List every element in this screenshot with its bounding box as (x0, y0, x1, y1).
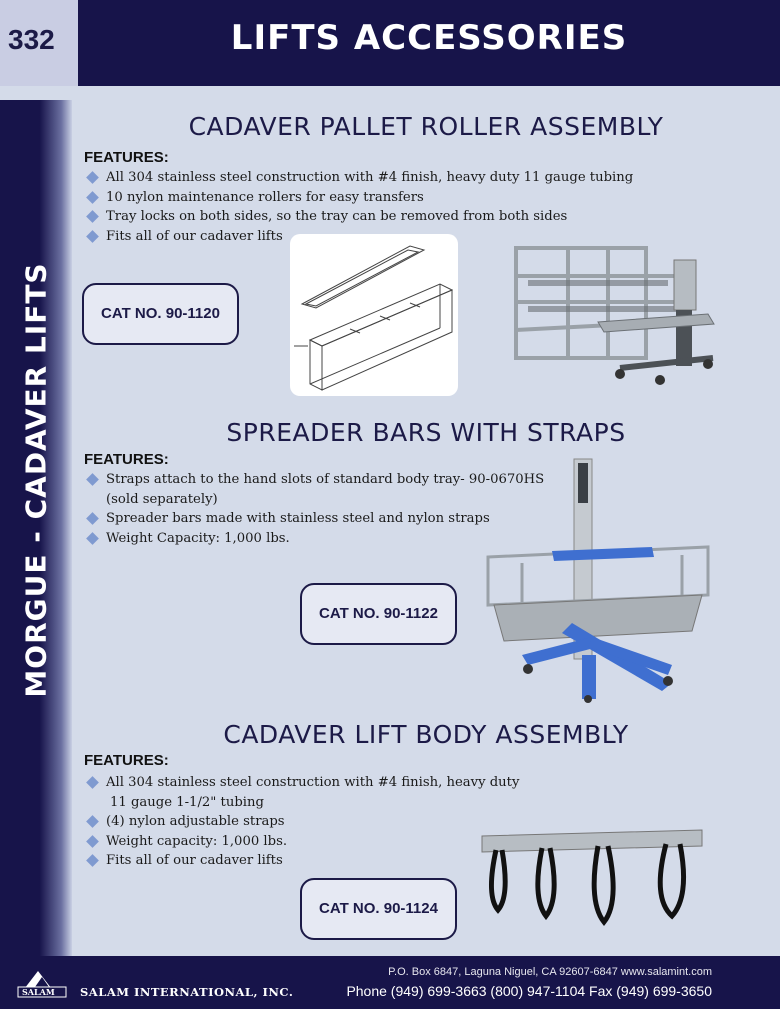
feature-item: Tray locks on both sides, so the tray can be removed from both sides (84, 207, 633, 227)
diamond-bullet-icon (86, 512, 99, 525)
salam-logo (14, 967, 80, 1003)
feature-item: Weight capacity: 1,000 lbs. (84, 832, 519, 852)
feature-item: Spreader bars made with stainless steel and nylon straps (84, 509, 544, 529)
page-number-box (0, 0, 78, 86)
cat-number-box: CAT NO. 90-1124 (300, 878, 457, 940)
features-list (84, 470, 544, 548)
feature-item: (4) nylon adjustable straps (84, 812, 519, 832)
diamond-bullet-icon (86, 532, 99, 545)
sidebar (0, 100, 72, 960)
pallet-roller-lift-photo (508, 240, 720, 390)
feature-item: 10 nylon maintenance rollers for easy transfers (84, 188, 633, 208)
company-name: SALAM INTERNATIONAL, INC. (80, 985, 294, 999)
footer-address: P.O. Box 6847, Laguna Niguel, CA 92607-6847 www.salamint.com (388, 966, 712, 978)
feature-item: Straps attach to the hand slots of standard body tray- 90-0670HS (84, 470, 544, 490)
page-title: LIFTS ACCESSORIES (230, 18, 628, 58)
diamond-bullet-icon (86, 835, 99, 848)
diamond-bullet-icon (86, 815, 99, 828)
diamond-bullet-icon (86, 473, 99, 486)
diamond-bullet-icon (86, 776, 99, 789)
feature-item: Fits all of our cadaver lifts (84, 851, 519, 871)
cat-number-box: CAT NO. 90-1122 (300, 583, 457, 645)
feature-item: Fits all of our cadaver lifts (84, 227, 633, 247)
lift-body-assembly-photo (476, 826, 708, 926)
diamond-bullet-icon (86, 191, 99, 204)
features-label: FEATURES: (84, 451, 169, 468)
header-bar (78, 0, 780, 86)
diamond-bullet-icon (86, 230, 99, 243)
section-title-pallet-roller: CADAVER PALLET ROLLER ASSEMBLY (188, 112, 664, 141)
pallet-roller-drawing (290, 234, 458, 396)
cat-number-box: CAT NO. 90-1120 (82, 283, 239, 345)
features-label: FEATURES: (84, 149, 169, 166)
features-list (84, 773, 519, 871)
section-title-spreader-bars: SPREADER BARS WITH STRAPS (226, 418, 626, 447)
features-label: FEATURES: (84, 752, 169, 769)
feature-item: All 304 stainless steel construction with #4 finish, heavy duty (84, 773, 519, 793)
diamond-bullet-icon (86, 854, 99, 867)
spreader-bars-lift-photo (482, 455, 718, 703)
feature-item: All 304 stainless steel construction with #4 finish, heavy duty 11 gauge tubing (84, 168, 633, 188)
feature-item-continued: 11 gauge 1-1/2" tubing (110, 794, 264, 810)
feature-item-continued: (sold separately) (106, 491, 218, 507)
sidebar-category-label: MORGUE - CADAVER LIFTS (19, 262, 53, 698)
page-number: 332 (8, 24, 55, 55)
content-area (72, 100, 780, 960)
section-title-lift-body-assembly: CADAVER LIFT BODY ASSEMBLY (223, 720, 629, 749)
diamond-bullet-icon (86, 210, 99, 223)
feature-item: Weight Capacity: 1,000 lbs. (84, 529, 544, 549)
footer-phones: Phone (949) 699-3663 (800) 947-1104 Fax (949) 699-3650 (346, 983, 712, 999)
footer (0, 956, 780, 1009)
diamond-bullet-icon (86, 171, 99, 184)
svg-text:SALAM: SALAM (22, 987, 55, 997)
